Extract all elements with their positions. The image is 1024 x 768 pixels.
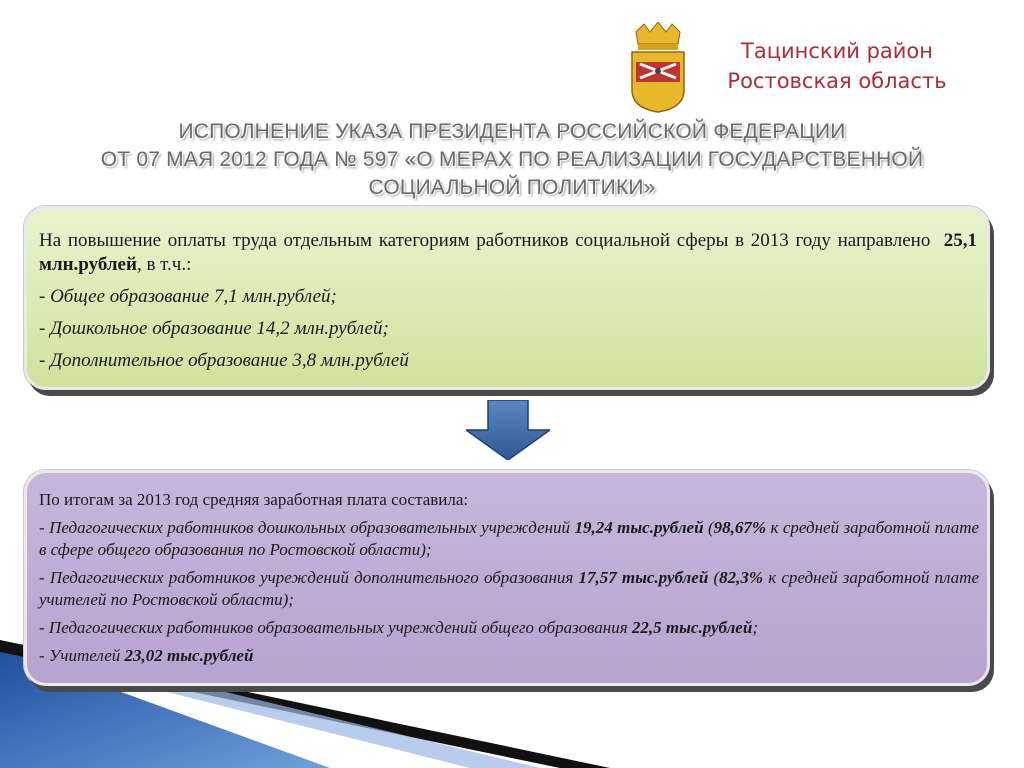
coat-of-arms-icon xyxy=(628,22,688,114)
title-line-2: ОТ 07 МАЯ 2012 ГОДА № 597 «О МЕРАХ ПО РЕАЛИЗАЦИИ ГОСУДАРСТВЕННОЙ xyxy=(100,148,924,171)
page-title xyxy=(20,118,1004,202)
results-intro: По итогам за 2013 год средняя заработная плата составила: xyxy=(39,490,469,509)
funding-item: - Общее образование 7,1 млн.рублей; xyxy=(39,286,337,307)
funding-item: - Дошкольное образование 14,2 млн.рублей; xyxy=(39,318,389,339)
results-item: - Педагогических работников учреждений дополнительного образования 17,57 тыс.рублей (82,3% к средней заработной плате учителей по Ростовской области); xyxy=(39,568,980,609)
title-line-3: СОЦИАЛЬНОЙ ПОЛИТИКИ» xyxy=(368,176,656,199)
funding-total: 25,1 млн.рублей xyxy=(39,230,977,275)
region-oblast: Ростовская область xyxy=(727,69,947,93)
results-item: - Педагогических работников образовательных учреждений общего образования 22,5 тыс.рублей; xyxy=(39,618,758,637)
funding-intro: На повышение оплаты труда отдельным категориям работников социальной сферы в 2013 году направлено 25,1 млн.рублей, в т.ч.: xyxy=(39,230,977,275)
arrow-down-icon xyxy=(466,400,550,460)
results-panel xyxy=(24,470,990,686)
title-line-1: ИСПОЛНЕНИЕ УКАЗА ПРЕЗИДЕНТА РОССИЙСКОЙ ФЕДЕРАЦИИ xyxy=(178,120,846,143)
funding-panel xyxy=(24,206,990,390)
region-district: Тацинский район xyxy=(741,39,933,63)
region-label xyxy=(712,36,962,96)
results-item: - Педагогических работников дошкольных образовательных учреждений 19,24 тыс.рублей (98,67% к средней заработной плате в сфере общего образования по Ростовской области); xyxy=(39,518,980,559)
funding-item: - Дополнительное образование 3,8 млн.рублей xyxy=(39,350,409,371)
results-item: - Учителей 23,02 тыс.рублей xyxy=(39,646,254,665)
